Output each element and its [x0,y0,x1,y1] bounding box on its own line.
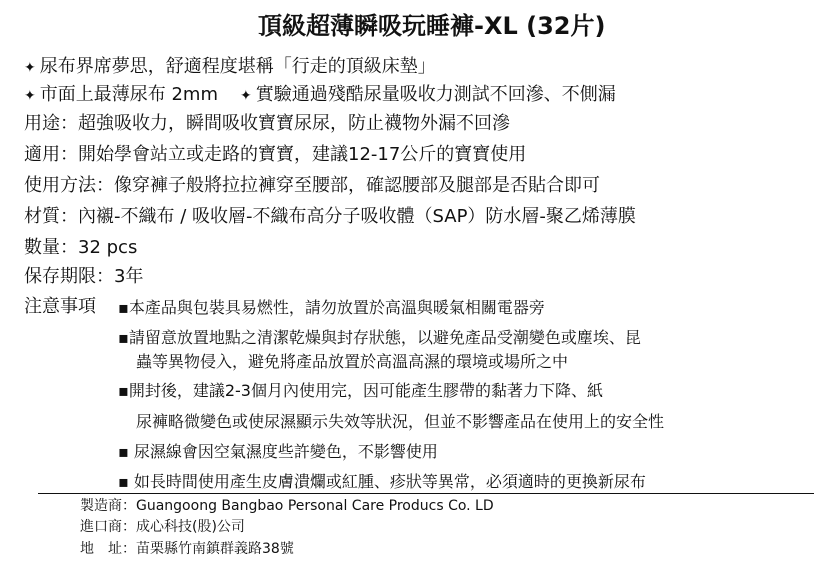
material-line: 材質：內襯-不織布 / 吸收層-不織布高分子吸收體（SAP）防水層-聚乙烯薄膜 [24,206,636,227]
note-item: ▪本產品與包裝具易燃性，請勿放置於高溫與暖氣相關電器旁 [118,298,545,317]
purpose-line: 用途：超強吸收力，瞬間吸收寶寶尿尿，防止襪物外漏不回滲 [24,113,510,134]
note-item: ▪請留意放置地點之清潔乾燥與封存狀態，以避免產品受潮變色或塵埃、昆 [118,328,641,347]
suitable-line: 適用：開始學會站立或走路的寶寶，建議12-17公斤的寶寶使用 [24,144,527,165]
note-item: ▪開封後，建議2-3個月內使用完，因可能產生膠帶的黏著力下降、紙 [118,381,603,400]
feature-line-2 [24,82,616,109]
product-title: 頂級超薄瞬吸玩睡褲-XL (32片) [258,12,606,40]
feature-text-2a: 市面上最薄尿布 2mm [39,84,218,105]
star-bullet-icon: ✦ [24,60,36,76]
note-item-continuation: 尿褲略微變色或使尿濕顯示失效等狀況，但並不影響產品在使用上的安全性 [136,412,665,431]
manufacturer-line: 製造商：Guangoong Bangbao Personal Care Producs Co. LD [80,498,494,514]
star-bullet-icon: ✦ [239,88,252,104]
note-item: ▪ 如長時間使用產生皮膚潰爛或紅腫、疹狀等異常，必須適時的更換新尿布 [118,472,646,491]
note-item-continuation: 蟲等異物侵入，避免將產品放置於高溫高濕的環境或場所之中 [136,352,569,371]
notes-label: 注意事項 [24,296,96,317]
usage-line: 使用方法：像穿褲子般將拉拉褲穿至腰部，確認腰部及腿部是否貼合即可 [24,175,600,196]
feature-text-1: 尿布界席夢思，舒適程度堪稱「行走的頂級床墊」 [39,56,436,77]
divider-line [38,493,814,494]
address-line: 地 址：苗栗縣竹南鎮群義路38號 [80,541,294,557]
importer-line: 進口商：成心科技(股)公司 [80,519,245,535]
shelf-life-line: 保存期限：3年 [24,266,144,287]
feature-text-2b: 實驗通過殘酷尿量吸收力測試不回滲、不側漏 [255,84,616,105]
quantity-line: 數量：32 pcs [24,237,138,258]
feature-line-1 [24,54,436,81]
star-bullet-icon: ✦ [24,88,36,104]
note-item: ▪ 尿濕線會因空氣濕度些許變色，不影響使用 [118,442,438,461]
